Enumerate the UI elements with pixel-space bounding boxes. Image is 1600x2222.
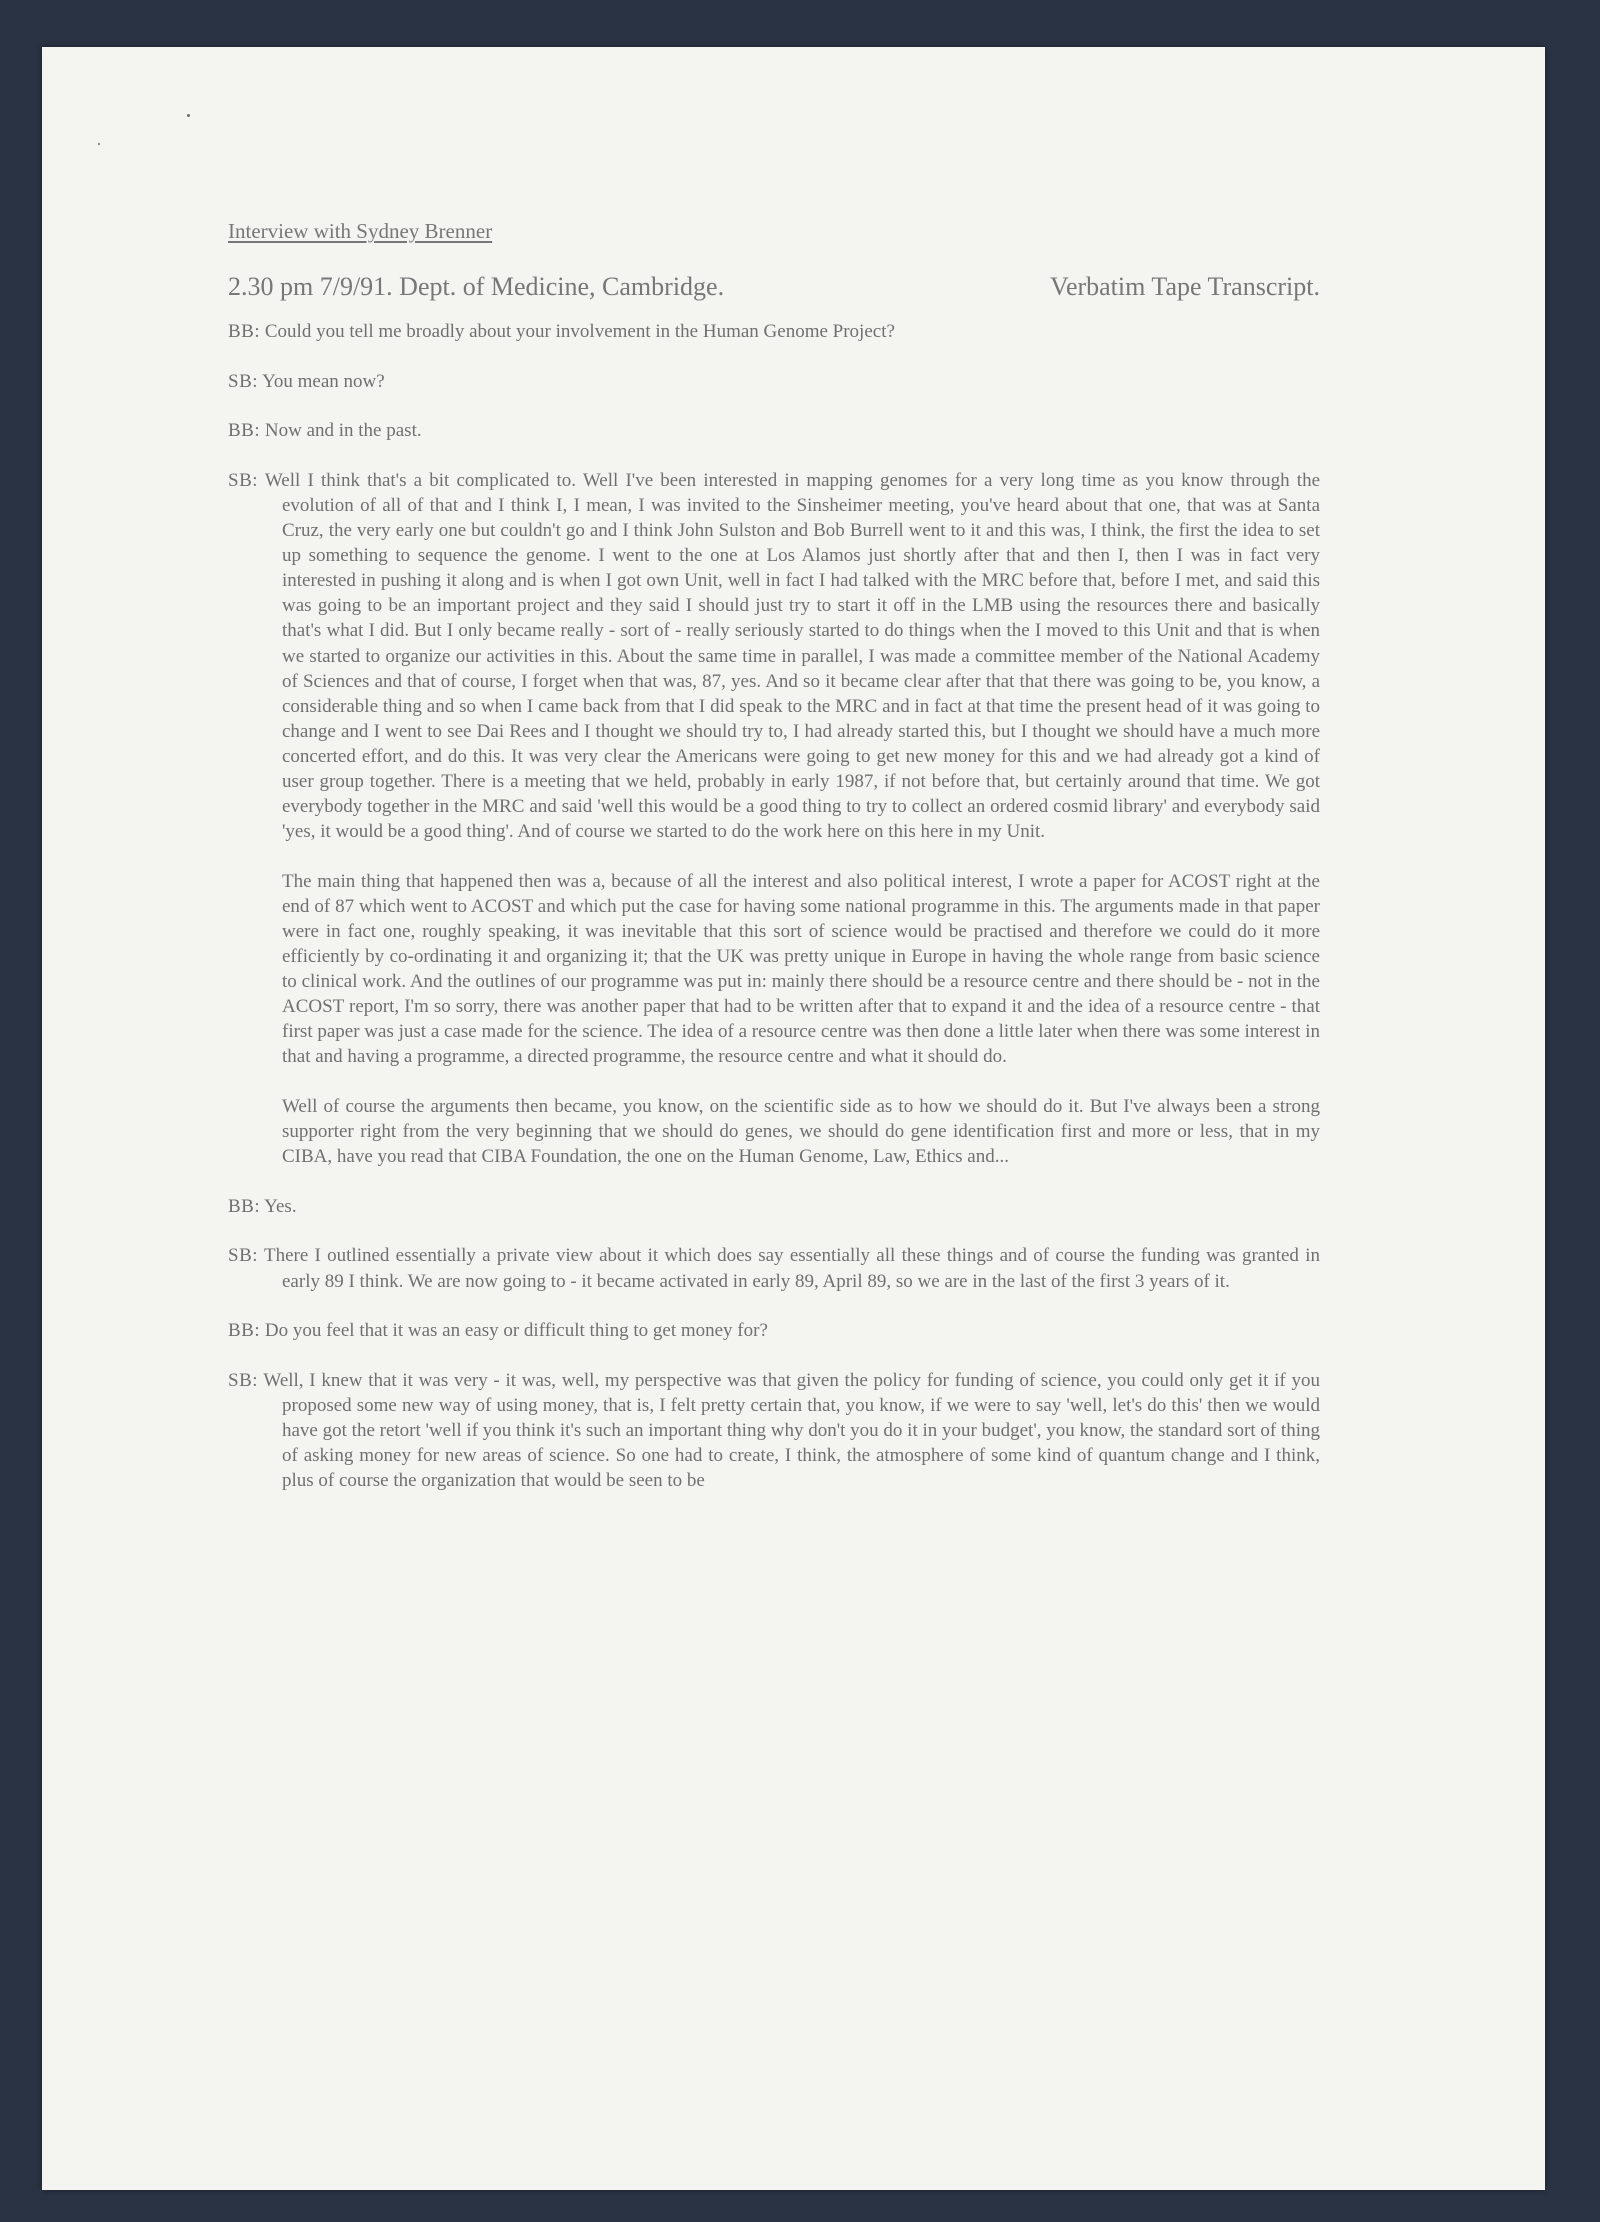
continuation-paragraph: Well of course the arguments then became, you know, on the scientific side as to how we should do it. But I've always been a strong supporter right from the very beginning that we should do genes, we should do gene identification first and more or less, that in my CIBA, have you read that CIBA Foundation, the one on the Human Genome, Law, Ethics and... <box>282 1096 1320 1168</box>
paper-speck <box>187 114 190 117</box>
speaker-label: SB: <box>228 1245 259 1267</box>
dialogue-turn <box>228 1243 1320 1293</box>
session-details: 2.30 pm 7/9/91. Dept. of Medicine, Cambridge. <box>228 272 725 302</box>
transcript-meta <box>228 272 1320 302</box>
paper-speck <box>98 143 100 145</box>
turn-text: Yes. <box>264 1195 297 1217</box>
document-page <box>42 47 1545 2190</box>
dialogue-turn <box>228 418 1320 443</box>
speaker-label: SB: <box>228 1369 259 1391</box>
dialogue-turn <box>228 1194 1320 1219</box>
turn-text: Could you tell me broadly about your involvement in the Human Genome Project? <box>264 321 895 343</box>
speaker-label: BB: <box>228 420 261 442</box>
dialogue-turn <box>228 1368 1320 1493</box>
speaker-label: BB: <box>228 1195 261 1217</box>
turn-text: Well I think that's a bit complicated to. Well I've been interested in mapping genomes for a very long time as you know through the evolution of all of that and I think I, I mean, I was invited to the Sinsheimer meeting, you've heard about that one, that was at Santa Cruz, the very early one but couldn't go and I think John Sulston and Bob Burrell went to it and this was, I think, the first the idea to set up something to sequence the genome. I went to the one at Los Alamos just shortly after that and then I, then I was in fact very interested in pushing it along and is when I got own Unit, well in fact I had talked with the MRC before that, before I met, and said this was going to be an important project and they said I should just try to start it off in the LMB using the resources there and basically that's what I did. But I only became really - sort of - really seriously started to do things when the I moved to this Unit and that is when we started to organize our activities in this. About the same time in parallel, I was made a committee member of the National Academy of Sciences and that of course, I forget when that was, 87, yes. And so it became clear after that that there was going to be, you know, a considerable thing and so when I came back from that I did speak to the MRC and in fact at that time the present head of it was going to change and I went to see Dai Rees and I thought we should try to, I had already started this, but I thought we should have a much more concerted effort, and do this. It was very clear the Americans were going to get new money for this and we had already got a kind of user group together. There is a meeting that we held, probably in early 1987, if not before that, but certainly around that time. We got everybody together in the MRC and said 'well this would be a good thing to try to collect an ordered cosmid library' and everybody said 'yes, it would be a good thing'. And of course we started to do the work here on this here in my Unit. <box>264 469 1320 843</box>
dialogue-turn <box>228 468 1320 844</box>
continuation-paragraph: The main thing that happened then was a, because of all the interest and also political interest, I wrote a paper for ACOST right at the end of 87 which went to ACOST and which put the case for having some national programme in this. The arguments made in that paper were in fact one, roughly speaking, it was inevitable that this sort of science would be practised and therefore we could do it more efficiently by co-ordinating it and organizing it; that the UK was pretty unique in Europe in having the whole range from basic science to clinical work. And the outlines of our programme was put in: mainly there should be a resource centre and there should be - not in the ACOST report, I'm so sorry, there was another paper that had to be written after that to expand it and the idea of a resource centre - that first paper was just a case made for the science. The idea of a resource centre was then done a little later when there was some interest in that and having a programme, a directed programme, the resource centre and what it should do. <box>282 870 1320 1068</box>
document-title: Interview with Sydney Brenner <box>228 219 493 243</box>
speaker-label: BB: <box>228 1320 261 1342</box>
turn-text: You mean now? <box>262 370 385 392</box>
speaker-label: SB: <box>228 370 259 392</box>
turn-text: There I outlined essentially a private view about it which does say essentially all these things and of course the funding was granted in early 89 I think. We are now going to - it became activated in early 89, April 89, so we are in the last of the first 3 years of it. <box>263 1245 1320 1292</box>
turn-text: Do you feel that it was an easy or difficult thing to get money for? <box>264 1320 768 1342</box>
transcript-body <box>228 219 1320 1518</box>
transcript-type: Verbatim Tape Transcript. <box>1050 272 1320 302</box>
turn-text: Now and in the past. <box>264 420 422 442</box>
speaker-label: SB: <box>228 469 259 491</box>
turn-text: Well, I knew that it was very - it was, well, my perspective was that given the policy for funding of science, you could only get it if you proposed some new way of using money, that is, I felt pretty certain that, you know, if we were to say 'well, let's do this' then we would have got the retort 'well if you think it's such an important thing why don't you do it in your budget', you know, the standard sort of thing of asking money for new areas of science. So one had to create, I think, the atmosphere of some kind of quantum change and I think, plus of course the organization that would be seen to be <box>263 1369 1320 1492</box>
dialogue-turn <box>228 369 1320 394</box>
speaker-label: BB: <box>228 321 261 343</box>
dialogue-turn <box>228 1318 1320 1343</box>
dialogue-turn <box>228 319 1320 344</box>
